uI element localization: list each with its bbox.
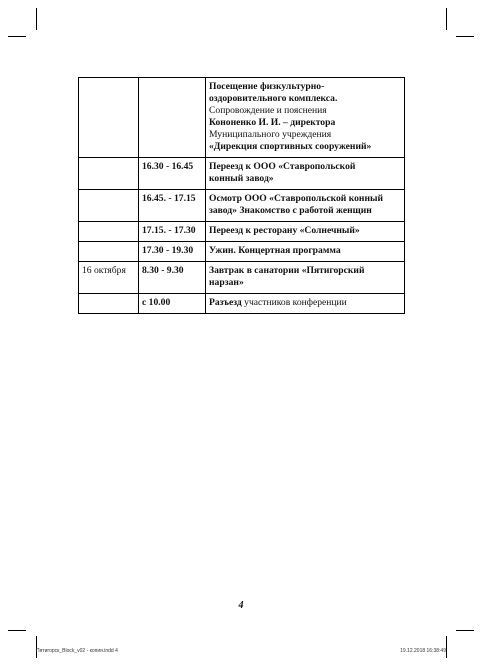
crop-mark: [456, 36, 474, 37]
time-cell: 17.30 - 19.30: [139, 242, 206, 262]
event-cell: [206, 294, 405, 314]
event-text: оздоровительного комплекса.: [209, 93, 338, 104]
crop-mark: [456, 630, 474, 631]
slug-timestamp: 19.12.2018 16:38:49: [400, 648, 446, 654]
event-line: [209, 225, 401, 237]
event-text: Разъезд: [209, 297, 242, 308]
event-text: конный завод»: [209, 173, 274, 184]
event-text: нарзан»: [209, 277, 244, 288]
table-row: [79, 78, 405, 158]
event-line: [209, 81, 401, 93]
event-text: Переезд к ООО «Ставропольской: [209, 161, 356, 172]
event-text: «Дирекция спортивных сооружений»: [209, 141, 372, 152]
event-text-rest: участников конференции: [241, 297, 347, 308]
event-text: Посещение физкультурно-: [209, 81, 325, 92]
event-line: [209, 141, 401, 153]
crop-mark: [8, 36, 26, 37]
date-cell: [79, 78, 139, 158]
event-line: [209, 277, 401, 289]
date-cell: [79, 158, 139, 190]
time-cell: 16.45. - 17.15: [139, 190, 206, 222]
date-cell: [79, 190, 139, 222]
event-text: Осмотр ООО «Ставропольской конный: [209, 193, 383, 204]
event-text: Завтрак в санатории «Пятигорский: [209, 265, 365, 276]
crop-mark: [36, 8, 37, 30]
table-row: [79, 242, 405, 262]
schedule-body: [79, 78, 405, 314]
event-line: [209, 129, 401, 141]
crop-mark: [446, 636, 447, 658]
event-cell: [206, 242, 405, 262]
event-text: Переезд к ресторану «Солнечный»: [209, 225, 360, 236]
event-text: завод» Знакомство с работой женщин: [209, 205, 372, 216]
event-cell: [206, 222, 405, 242]
table-row: [79, 294, 405, 314]
time-cell: 17.15. - 17.30: [139, 222, 206, 242]
event-line: [209, 245, 401, 257]
crop-mark: [36, 636, 37, 658]
date-cell: [79, 242, 139, 262]
time-cell: с 10.00: [139, 294, 206, 314]
slug-filename: Пятигорск_Block_v02 - копия.indd 4: [36, 648, 118, 654]
table-row: [79, 158, 405, 190]
event-cell: [206, 190, 405, 222]
date-cell: 16 октября: [79, 262, 139, 294]
event-cell: [206, 78, 405, 158]
event-text: Кононенко И. И. – директора: [209, 117, 336, 128]
date-cell: [79, 294, 139, 314]
schedule-table: [78, 77, 405, 314]
table-row: [79, 262, 405, 294]
event-line: [209, 173, 401, 185]
event-line: [209, 297, 401, 309]
event-line: [209, 93, 401, 105]
event-line: [209, 105, 401, 117]
event-line: [209, 117, 401, 129]
page-number: 4: [238, 600, 244, 611]
time-cell: 16.30 - 16.45: [139, 158, 206, 190]
crop-mark: [446, 8, 447, 30]
event-line: [209, 193, 401, 205]
event-text: Ужин. Концертная программа: [209, 245, 341, 256]
event-line: [209, 265, 401, 277]
time-cell: 8.30 - 9.30: [139, 262, 206, 294]
table-row: [79, 190, 405, 222]
event-line: [209, 205, 401, 217]
table-row: [79, 222, 405, 242]
crop-mark: [8, 630, 26, 631]
event-line: [209, 161, 401, 173]
event-text: Муниципального учреждения: [209, 129, 332, 140]
event-text: Сопровождение и пояснения: [209, 105, 327, 116]
time-cell: [139, 78, 206, 158]
event-cell: [206, 158, 405, 190]
event-cell: [206, 262, 405, 294]
date-cell: [79, 222, 139, 242]
